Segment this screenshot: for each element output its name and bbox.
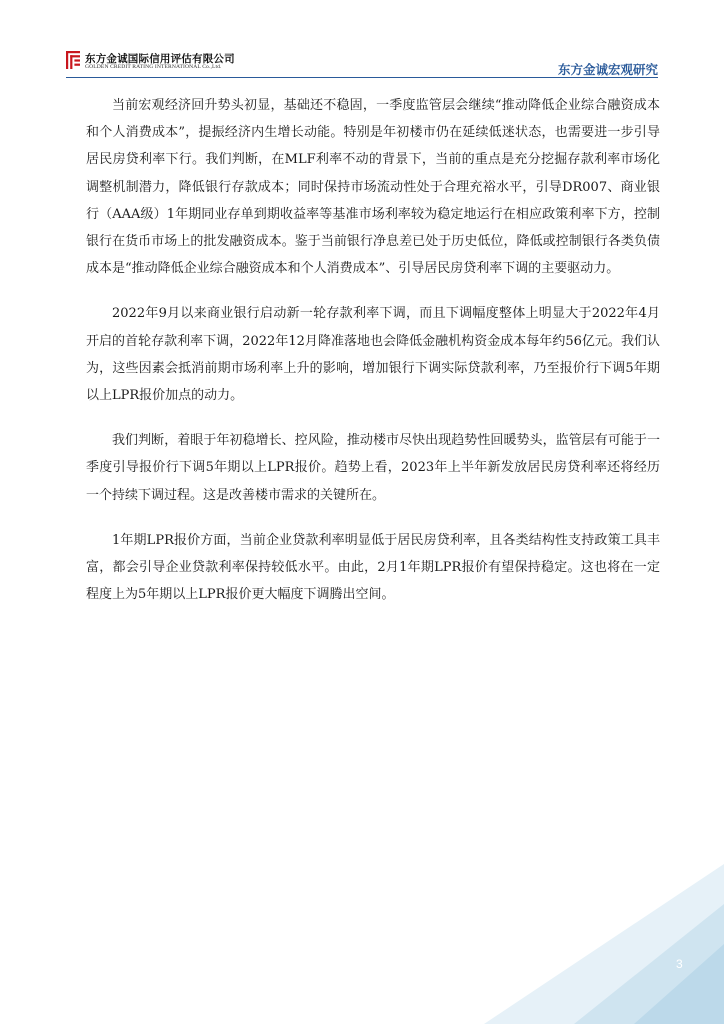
paragraph-1: 当前宏观经济回升势头初显，基础还不稳固，一季度监管层会继续“推动降低企业综合融资成本和个人消费成本”，提振经济内生增长动能。特别是年初楼市仍在延续低迷状态，也需要进一步引导居民房贷利率下行。我们判断，在MLF利率不动的背景下，当前的重点是充分挖掘存款利率市场化调整机制潜力，降低银行存款成本；同时保持市场流动性处于合理充裕水平，引导DR007、商业银行（AAA级）1年期同业存单到期收益率等基准市场利率较为稳定地运行在相应政策利率下方，控制银行在货币市场上的批发融资成本。鉴于当前银行净息差已处于历史低位，降低或控制银行各类负债成本是“推动降低企业综合融资成本和个人消费成本”、引导居民房贷利率下调的主要驱动力。 (86, 98, 660, 277)
page-header (0, 0, 724, 80)
company-name-en: GOLDEN CREDIT RATING INTERNATIONAL Co.,Ltd. (85, 64, 222, 70)
series-title: 东方金诚宏观研究 (557, 62, 658, 77)
corner-decoration (424, 864, 724, 1024)
company-name-cn: 东方金诚国际信用评估有限公司 (85, 53, 235, 65)
header-divider (66, 77, 658, 78)
paragraph-3: 我们判断，着眼于年初稳增长、控风险，推动楼市尽快出现趋势性回暖势头，监管层有可能于一季度引导报价行下调5年期以上LPR报价。趋势上看，2023年上半年新发放居民房贷利率还将经历一个持续下调过程。这是改善楼市需求的关键所在。 (86, 433, 660, 503)
paragraph-4: 1年期LPR报价方面，当前企业贷款利率明显低于居民房贷利率，且各类结构性支持政策工具丰富，都会引导企业贷款利率保持较低水平。由此，2月1年期LPR报价有望保持稳定。这也将在一定程度上为5年期以上LPR报价更大幅度下调腾出空间。 (86, 532, 660, 603)
body-text (86, 92, 660, 626)
page-number: 3 (676, 957, 683, 971)
company-logo-icon (66, 51, 80, 69)
paragraph-2: 2022年9月以来商业银行启动新一轮存款利率下调，而且下调幅度整体上明显大于2022年4月开启的首轮存款利率下调，2022年12月降准落地也会降低金融机构资金成本每年约56亿元。我们认为，这些因素会抵消前期市场利率上升的影响，增加银行下调实际贷款利率，乃至报价行下调5年期以上LPR报价加点的动力。 (86, 306, 660, 404)
